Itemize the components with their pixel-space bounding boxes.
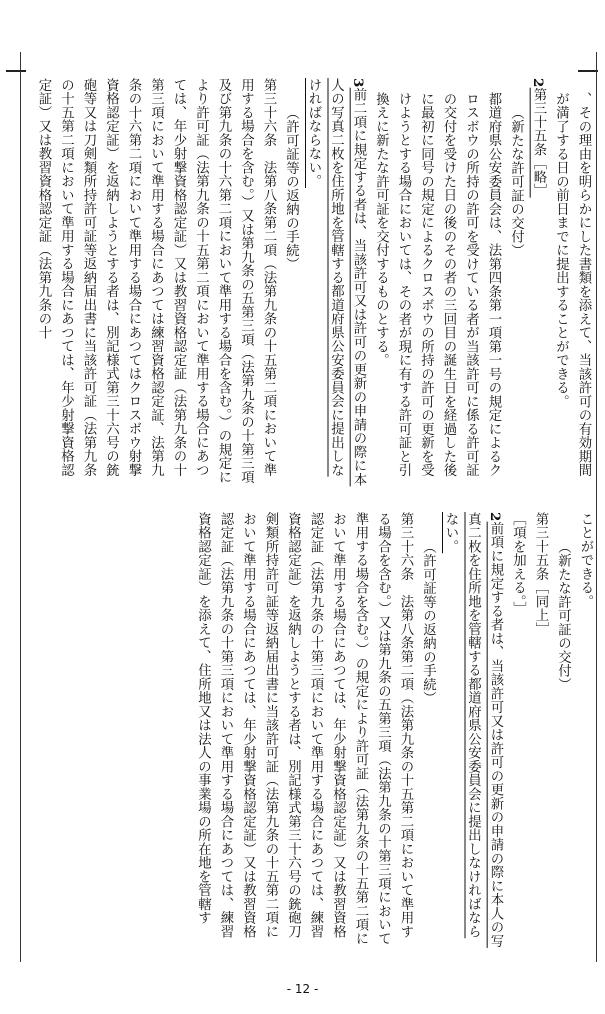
revised-p3 (302, 78, 370, 488)
revised-p2-l1: 第三十五条［略］ (531, 87, 546, 198)
right-border-line (596, 52, 597, 962)
revised-p2-number: 2 (530, 78, 546, 88)
current-heading-new-permit: （新たな許可証の交付） (555, 540, 571, 692)
page-number: - 12 - (286, 982, 319, 996)
revised-p1: 、その理由を明らかにした書類を添えて、当該許可の有効期間が満了する日の前日までに提出することができる。 (553, 92, 591, 477)
current-art36-body: 第三十六条 法第八条第二項（法第九条の十五第二項において準用する場合を含む。）又は第九条の五第三項（法第九条の十第三項において準用する場合を含む。）の規定により許可証（法第九条の十五第二項において準用する場合にあつては、年少射撃資格認定証）又は教習資格認定証（法第九条の十第三項において準用する場合にあつては、練習資格認定証）を返納しようとする者は、別記様式第三十六号の銃砲刀剣類所持許可証等返納届出書に当該許可証（法第九条の十五第二項において準用する場合にあつては、年少射撃資格認定証）又は教習資格認定証（法第九条の十第三項において準用する場合にあつては、練習資格認定証）を添えて、住所地又は法人の事業場の所在地を管轄す (195, 512, 413, 946)
current-art35: 第三十五条［同上］ (533, 512, 548, 636)
current-p2-text: 前項に規定する者は、当該許可又は許可の更新の申請の際に本人の写真二枚を住所地を管轄する都道府県公安委員会に提出しなければならない。 (443, 512, 503, 948)
revised-p2 (527, 78, 550, 488)
current-p2 (439, 512, 507, 950)
right-edge-dash (578, 70, 598, 72)
revised-art35-body: 都道府県公安委員会は、法第四条第一項第一号の規定によるクロスボウの所持の許可を受けている者が当該許可に係る許可証の交付を受けた日の後のその者の三回目の誕生日を経過した後に最初に同号の規定によるクロスボウの所持の許可の更新を受けようとする場合においては、その者が現に有する許可証と引換えに新たな許可証を交付するものとする。 (373, 92, 501, 477)
current-art35-note: ［項を加える。］ (510, 512, 526, 616)
revised-heading-new-permit: （新たな許可証の交付） (508, 106, 524, 258)
current-p1: ことができる。 (578, 512, 593, 609)
revised-p3-text: 前二項に規定する者は、当該許可又は許可の更新の申請の際に本人の写真二枚を住所地を管轄する都道府県公安委員会に提出しなければならない。 (306, 78, 366, 487)
left-border-line (20, 52, 21, 962)
revised-art36-body: 第三十六条 法第八条第二項（法第九条の十五第二項において準用する場合を含む。）又は第九条の五第三項（法第九条の十第三項及び第九条の十六第二項において準用する場合を含む。）の規定により許可証（法第九条の十五第二項において準用する場合にあつては、年少射撃資格認定証）又は教習資格認定証（法第九条の十第三項において準用する場合にあつては練習資格認定証、法第九条の十六第二項において準用する場合にあつてはクロスボウ射撃資格認定証）を返納しようとする者は、別記様式第三十六号の銃砲等又は刀剣類所持許可証等返納届出書に当該許可証（法第九条の十五第二項において準用する場合にあつては、年少射撃資格認定証）又は教習資格認定証（法第九条の十 (36, 78, 276, 484)
revised-p3-number: 3 (350, 78, 366, 88)
revised-text-upper (36, 78, 594, 488)
current-p2-number: 2 (487, 512, 503, 522)
revised-heading-return: （許可証等の返納の手続） (283, 106, 299, 271)
left-edge-dash (6, 70, 26, 72)
current-text-lower (30, 512, 596, 950)
current-heading-return: （許可証等の返納の手続） (420, 540, 436, 705)
